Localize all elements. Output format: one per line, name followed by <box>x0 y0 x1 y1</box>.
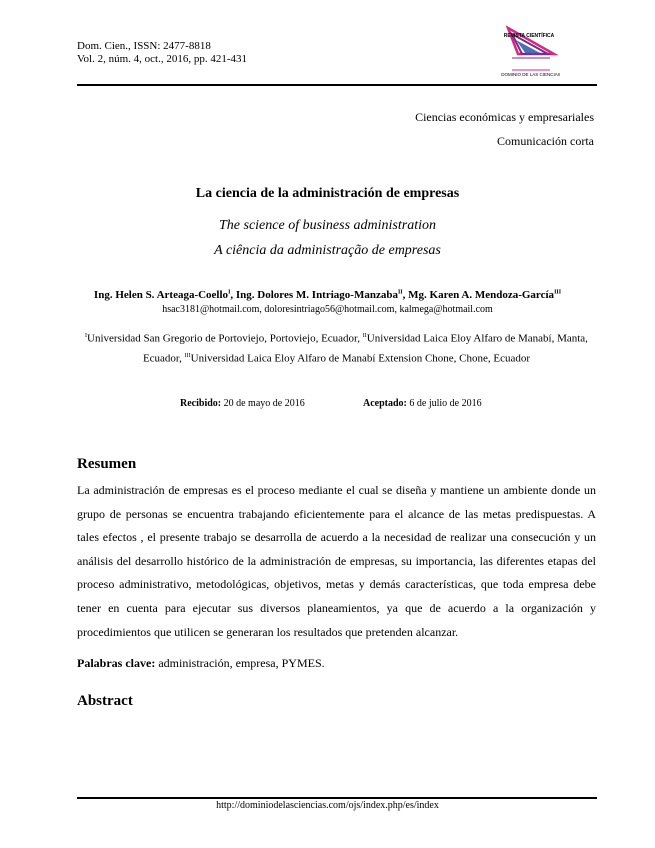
footer-rule <box>77 797 597 799</box>
keywords <box>77 656 325 671</box>
section-label: Ciencias económicas y empresariales <box>415 110 594 124</box>
abstract-heading: Abstract <box>77 693 133 709</box>
author-1: Ing. Helen S. Arteaga-Coello <box>93 289 229 301</box>
author-2-mark: II <box>397 289 403 296</box>
author-emails: hsac3181@hotmail.com, doloresintriago56@hotmail.com, kalmega@hotmail.com <box>162 304 493 315</box>
affiliations <box>77 328 596 367</box>
journal-logo-icon <box>498 20 560 82</box>
affiliation-2-mark: II <box>362 333 367 339</box>
received-label: Recibido: <box>180 398 222 409</box>
affiliation-2: Universidad Laica Eloy Alfaro de Manabí, Manta, Ecuador, <box>142 332 588 365</box>
logo-text-top: REVISTA CIENTÍFICA <box>503 33 555 39</box>
affiliation-1-mark: I <box>85 333 88 339</box>
keywords-value: administración, empresa, PYMES. <box>155 656 325 670</box>
paper-title-portuguese: A ciência da administração de empresas <box>214 243 441 258</box>
author-1-mark: I <box>228 289 231 296</box>
footer-url[interactable]: http://dominiodelasciencias.com/ojs/index.php/es/index <box>216 800 439 811</box>
author-2: , Ing. Dolores M. Intriago-Manzaba <box>230 289 398 301</box>
affiliation-3: Universidad Laica Eloy Alfaro de Manabí Extension Chone, Chone, Ecuador <box>190 352 531 365</box>
paper-title-english: The science of business administration <box>219 218 436 233</box>
affiliation-1: Universidad San Gregorio de Portoviejo, Portoviejo, Ecuador, <box>87 332 363 345</box>
received-date <box>180 398 305 409</box>
paper-title: La ciencia de la administración de empresas <box>195 186 460 201</box>
accepted-date <box>363 398 482 409</box>
journal-logo <box>498 20 560 82</box>
author-3: , Mg. Karen A. Mendoza-García <box>402 289 555 301</box>
logo-text-bottom: DOMINIO DE LAS CIENCIAS <box>501 72 560 77</box>
journal-volume: Vol. 2, núm. 4, oct., 2016, pp. 421-431 <box>77 53 247 65</box>
author-list <box>0 289 655 301</box>
header-rule <box>77 84 597 86</box>
journal-issn: Dom. Cien., ISSN: 2477-8818 <box>77 40 211 52</box>
accepted-value: 6 de julio de 2016 <box>406 398 482 409</box>
journal-info <box>77 40 247 66</box>
accepted-label: Aceptado: <box>363 398 407 409</box>
resumen-text: La administración de empresas es el proceso mediante el cual se diseña y mantiene un ambiente donde un grupo de personas se encuentra trabajando eficientemente para el alcance de las metas predispuestas. A tales efectos , el presente trabajo se desarrolla de acuerdo a la necesidad de realizar una consecución y un análisis del desarrollo histórico de la administración de empresas, su importancia, las diferentes etapas del proceso administrativo, metodológicas, objetivos, metas y demás características, que toda empresa debe tener en cuenta para ejecutar sus diversos planeamientos, ya que de acuerdo a la organización y procedimientos que utilicen se generaran los resultados que pretenden alcanzar. <box>77 483 596 639</box>
affiliation-3-mark: III <box>184 352 191 359</box>
keywords-label: Palabras clave: <box>77 656 156 670</box>
received-value: 20 de mayo de 2016 <box>221 398 305 409</box>
author-3-mark: III <box>554 289 562 296</box>
resumen-heading: Resumen <box>77 456 137 472</box>
doc-type-label: Comunicación corta <box>497 134 594 148</box>
